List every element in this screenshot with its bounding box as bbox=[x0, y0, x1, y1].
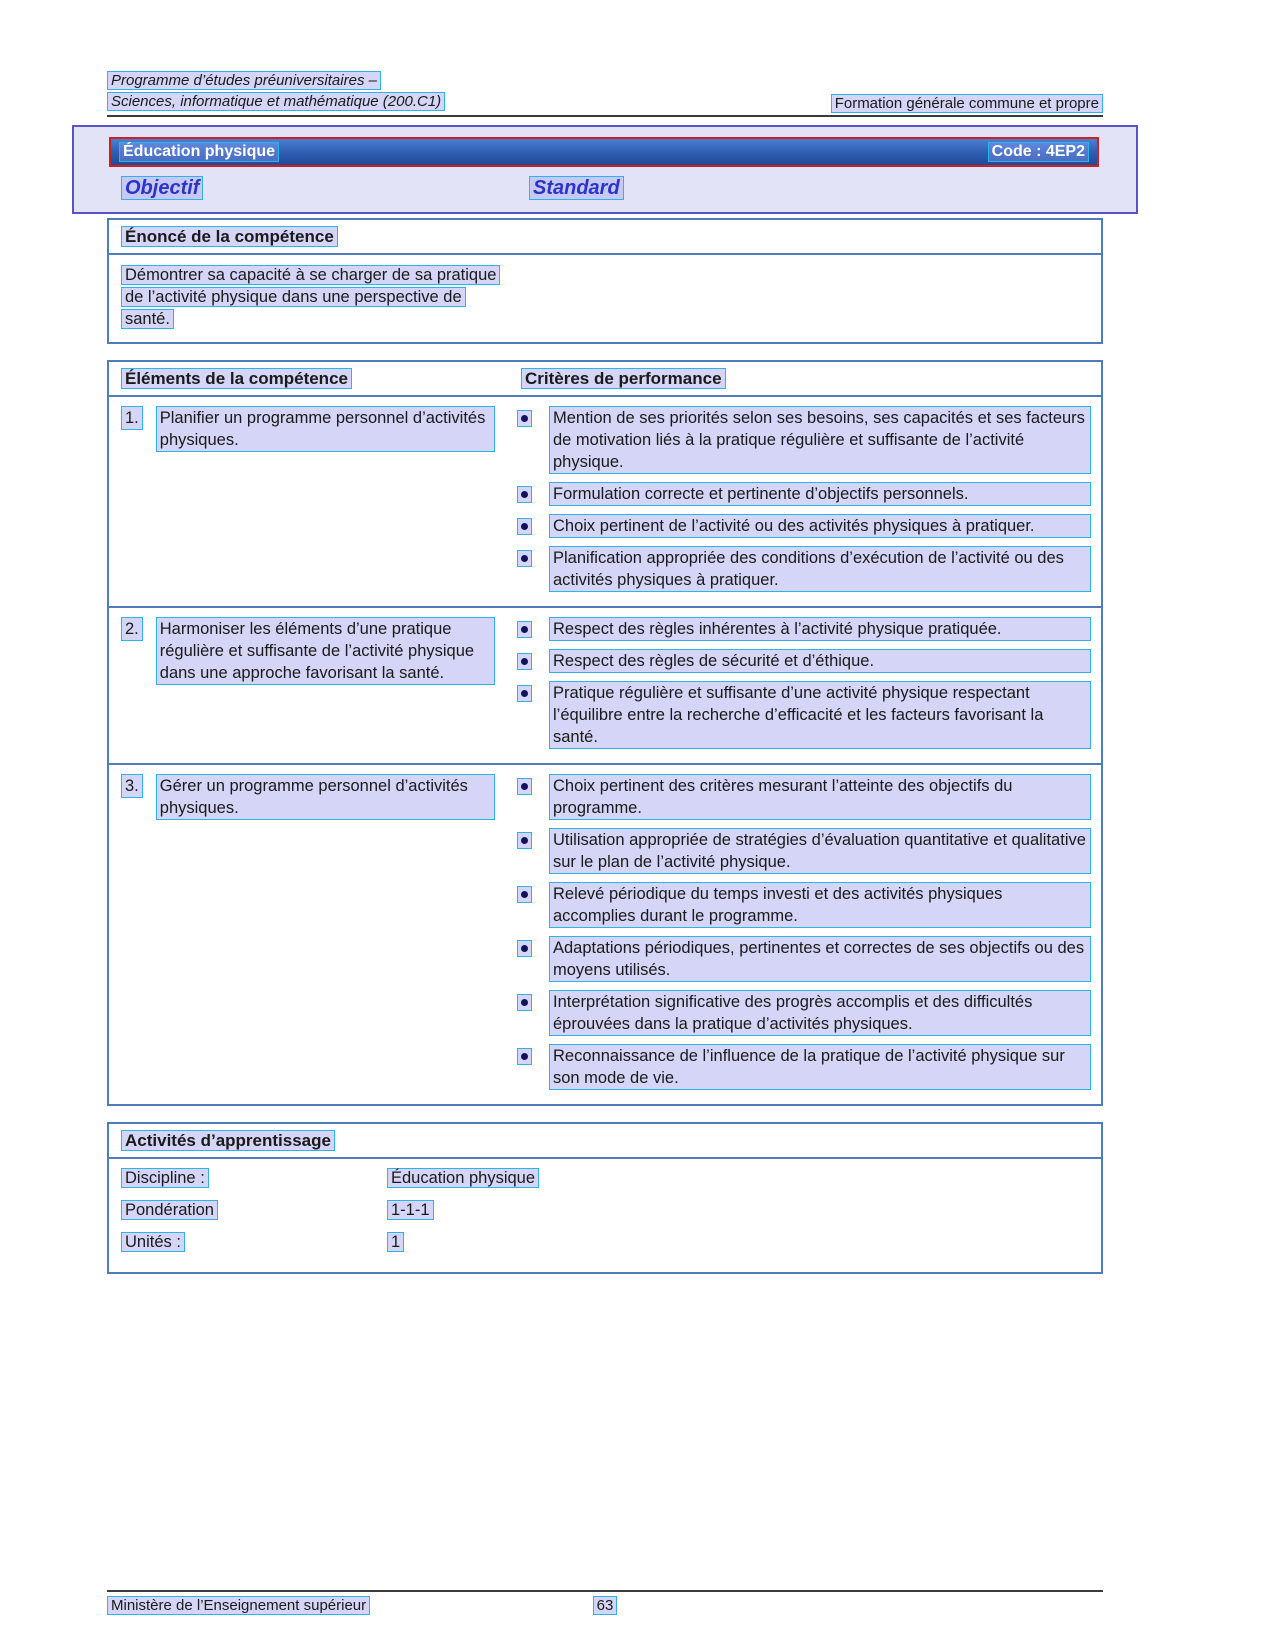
elements-column-header-wrap bbox=[109, 362, 509, 395]
column-labels bbox=[109, 177, 1099, 200]
criteria-list bbox=[509, 617, 1101, 757]
activites-row bbox=[121, 1169, 1089, 1188]
enonce-heading: Énoncé de la compétence bbox=[121, 226, 338, 247]
program-title-line1: Programme d’études préuniversitaires – bbox=[107, 71, 381, 90]
criteria-text: Respect des règles inhérentes à l’activité physique pratiquée. bbox=[549, 617, 1091, 641]
criteria-item bbox=[517, 990, 1091, 1036]
elements-column-header: Éléments de la compétence bbox=[121, 368, 352, 389]
criteria-item bbox=[517, 546, 1091, 592]
standard-label-wrap bbox=[529, 177, 624, 200]
criteria-text: Choix pertinent des critères mesurant l’atteinte des objectifs du programme. bbox=[549, 774, 1091, 820]
bullet-icon bbox=[517, 832, 532, 849]
activites-value: 1 bbox=[387, 1232, 404, 1252]
activites-value: 1-1-1 bbox=[387, 1200, 434, 1220]
document-footer bbox=[107, 1590, 1103, 1614]
element-number: 3. bbox=[121, 774, 143, 798]
page-content bbox=[107, 70, 1103, 1274]
competence-row bbox=[109, 397, 1101, 606]
objectif-standard-box bbox=[72, 125, 1138, 214]
activites-row bbox=[121, 1233, 1089, 1252]
bullet-icon bbox=[517, 518, 532, 535]
criteria-text: Choix pertinent de l’activité ou des activités physiques à pratiquer. bbox=[549, 514, 1091, 538]
criteria-text: Pratique régulière et suffisante d’une activité physique respectant l’équilibre entre la recherche d’efficacité et les facteurs favorisant la santé. bbox=[549, 681, 1091, 749]
course-title-bar bbox=[109, 137, 1099, 167]
bullet-icon bbox=[517, 486, 532, 503]
criteria-text: Formulation correcte et pertinente d’objectifs personnels. bbox=[549, 482, 1091, 506]
criteria-item bbox=[517, 774, 1091, 820]
header-right-text: Formation générale commune et propre bbox=[831, 94, 1103, 113]
activites-value: Éducation physique bbox=[387, 1168, 539, 1188]
criteria-text: Respect des règles de sécurité et d’éthique. bbox=[549, 649, 1091, 673]
criteria-item bbox=[517, 649, 1091, 673]
page-number: 63 bbox=[593, 1596, 618, 1615]
criteria-item bbox=[517, 1044, 1091, 1090]
criteria-text: Utilisation appropriée de stratégies d’évaluation quantitative et qualitative sur le plan de l’activité physique. bbox=[549, 828, 1091, 874]
activites-box bbox=[107, 1122, 1103, 1274]
activites-label-wrap bbox=[121, 1169, 387, 1188]
criteria-item bbox=[517, 828, 1091, 874]
criteria-item bbox=[517, 936, 1091, 982]
bullet-icon bbox=[517, 994, 532, 1011]
objectif-label: Objectif bbox=[121, 176, 203, 200]
element-text: Harmoniser les éléments d’une pratique régulière et suffisante de l’activité physique dans une approche favorisant la santé. bbox=[156, 617, 495, 685]
footer-ministry-text: Ministère de l’Enseignement supérieur bbox=[107, 1596, 370, 1615]
course-title: Éducation physique bbox=[119, 142, 279, 162]
activites-heading: Activités d’apprentissage bbox=[121, 1130, 335, 1151]
criteria-item bbox=[517, 514, 1091, 538]
activites-label: Pondération bbox=[121, 1200, 218, 1220]
element-number: 2. bbox=[121, 617, 143, 641]
header-right-text-wrap bbox=[831, 95, 1103, 112]
activites-heading-row bbox=[109, 1124, 1101, 1159]
competence-table-header bbox=[109, 362, 1101, 397]
criteria-item bbox=[517, 681, 1091, 749]
bullet-icon bbox=[517, 940, 532, 957]
standard-label: Standard bbox=[529, 176, 624, 200]
element-cell bbox=[109, 617, 509, 757]
criteria-list bbox=[509, 774, 1101, 1098]
competence-table bbox=[107, 360, 1103, 1106]
bullet-icon bbox=[517, 1048, 532, 1065]
objectif-label-wrap bbox=[121, 177, 529, 200]
activites-value-wrap bbox=[387, 1201, 1089, 1220]
activites-value-wrap bbox=[387, 1169, 1089, 1188]
footer-row bbox=[107, 1597, 1103, 1614]
criteria-text: Relevé périodique du temps investi et des activités physiques accomplies durant le programme. bbox=[549, 882, 1091, 928]
criteria-item bbox=[517, 617, 1091, 641]
enonce-heading-row bbox=[109, 220, 1101, 255]
competence-row bbox=[109, 763, 1101, 1104]
criteria-item bbox=[517, 882, 1091, 928]
criteria-text: Adaptations périodiques, pertinentes et correctes de ses objectifs ou des moyens utilisés. bbox=[549, 936, 1091, 982]
activites-row bbox=[121, 1201, 1089, 1220]
criteria-text: Interprétation significative des progrès accomplis et des difficultés éprouvées dans la pratique d’activités physiques. bbox=[549, 990, 1091, 1036]
element-cell bbox=[109, 774, 509, 1098]
page-number-wrap bbox=[107, 1597, 1103, 1614]
activites-body bbox=[109, 1159, 1101, 1272]
element-text: Planifier un programme personnel d’activités physiques. bbox=[156, 406, 495, 452]
activites-label-wrap bbox=[121, 1233, 387, 1252]
criteria-item bbox=[517, 482, 1091, 506]
criteria-text: Planification appropriée des conditions d’exécution de l’activité ou des activités physiques à pratiquer. bbox=[549, 546, 1091, 592]
element-cell bbox=[109, 406, 509, 600]
enonce-box bbox=[107, 218, 1103, 344]
activites-value-wrap bbox=[387, 1233, 1089, 1252]
bullet-icon bbox=[517, 621, 532, 638]
activites-label: Discipline : bbox=[121, 1168, 209, 1188]
criteres-column-header: Critères de performance bbox=[521, 368, 726, 389]
competence-row bbox=[109, 606, 1101, 763]
bullet-icon bbox=[517, 778, 532, 795]
course-code: Code : 4EP2 bbox=[988, 142, 1089, 162]
criteres-column-header-wrap bbox=[509, 362, 1101, 395]
activites-label-wrap bbox=[121, 1201, 387, 1220]
criteria-text: Reconnaissance de l’influence de la pratique de l’activité physique sur son mode de vie. bbox=[549, 1044, 1091, 1090]
criteria-item bbox=[517, 406, 1091, 474]
enonce-body bbox=[109, 255, 1101, 342]
element-text: Gérer un programme personnel d’activités physiques. bbox=[156, 774, 495, 820]
bullet-icon bbox=[517, 653, 532, 670]
document-header bbox=[107, 70, 1103, 117]
bullet-icon bbox=[517, 685, 532, 702]
criteria-text: Mention de ses priorités selon ses besoins, ses capacités et ses facteurs de motivation liés à la pratique régulière et suffisante de l’activité physique. bbox=[549, 406, 1091, 474]
enonce-text: Démontrer sa capacité à se charger de sa pratique de l’activité physique dans une perspective de santé. bbox=[121, 265, 500, 329]
activites-label: Unités : bbox=[121, 1232, 185, 1252]
bullet-icon bbox=[517, 550, 532, 567]
program-title bbox=[107, 70, 445, 112]
program-title-line2: Sciences, informatique et mathématique (200.C1) bbox=[107, 92, 445, 111]
bullet-icon bbox=[517, 410, 532, 427]
bullet-icon bbox=[517, 886, 532, 903]
criteria-list bbox=[509, 406, 1101, 600]
element-number: 1. bbox=[121, 406, 143, 430]
